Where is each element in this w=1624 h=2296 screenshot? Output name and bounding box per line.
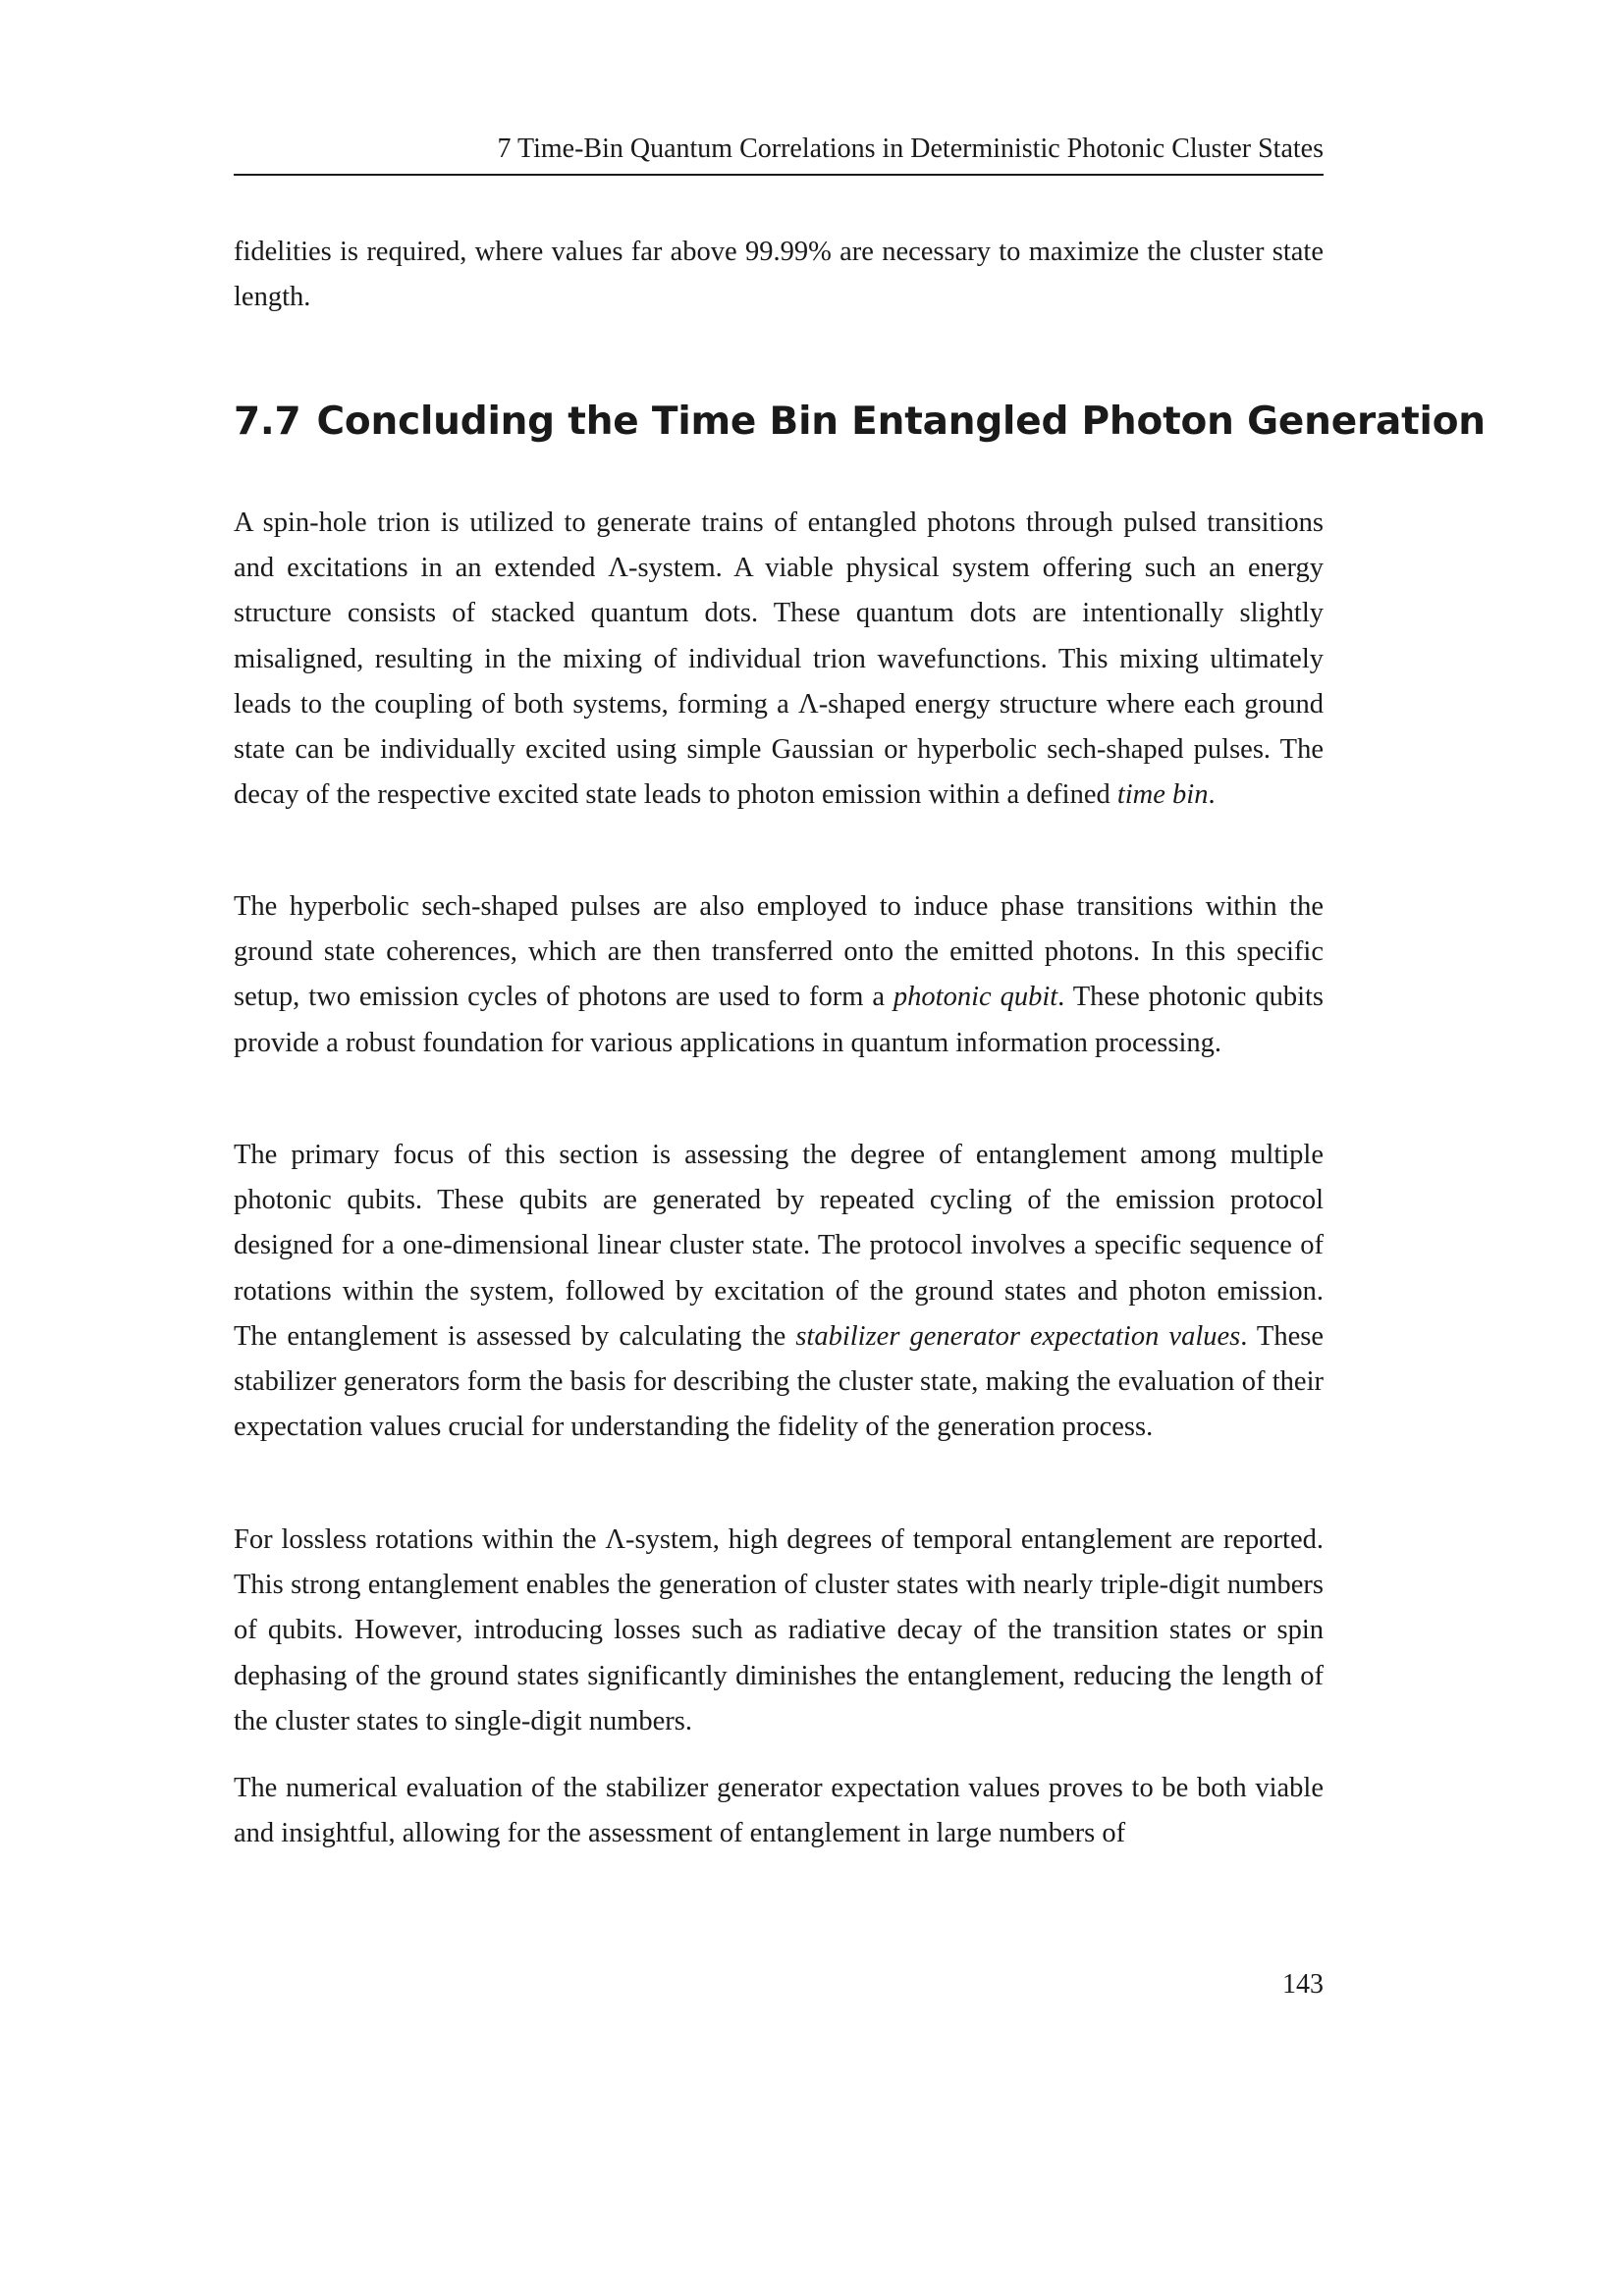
carry-over-paragraph xyxy=(234,230,1324,320)
paragraph-1 xyxy=(234,501,1324,818)
header-rule xyxy=(234,174,1324,176)
running-header: 7 Time-Bin Quantum Correlations in Deterministic Photonic Cluster States xyxy=(497,133,1324,164)
paragraph-text: The numerical evaluation of the stabilizer generator expectation values proves to be both viable and insightful, allowing for the assessment of entanglement in large numbers of xyxy=(234,1773,1324,1849)
paragraph-text xyxy=(234,501,1324,818)
emphasis-term: stabilizer generator expectation values xyxy=(795,1320,1241,1352)
paragraph-text-before: A spin-hole trion is utilized to generate trains of entangled photons through pulsed transitions and excitations in an extended Λ-system. A viable physical system offering such an energy structure consists of stacked quantum dots. These quantum dots are intentionally slightly misaligned, resulting in the mixing of individual trion wavefunctions. This mixing ultimately leads to the coupling of both systems, forming a Λ-shaped energy structure where each ground state can be individually excited using simple Gaussian or hyperbolic sech-shaped pulses. The decay of the respective excited state leads to photon emission within a defined xyxy=(234,507,1324,811)
paragraph-5 xyxy=(234,1766,1324,1856)
paragraph-text-after: . These stabilizer generators form the basis for describing the cluster state, making the evaluation of their expectation values crucial for understanding the fidelity of the generation process. xyxy=(234,1320,1324,1443)
paragraph-text-after: . These photonic qubits provide a robust foundation for various applications in quantum information processing. xyxy=(234,982,1324,1058)
paragraph-2 xyxy=(234,884,1324,1066)
paragraph-3 xyxy=(234,1133,1324,1450)
paragraph-text xyxy=(234,884,1324,1066)
paragraph-4 xyxy=(234,1518,1324,1744)
section-number: 7.7 xyxy=(234,400,301,444)
paragraph-text-after: . xyxy=(1208,779,1216,811)
paragraph-text-before: The primary focus of this section is assessing the degree of entanglement among multiple photonic qubits. These qubits are generated by repeated cycling of the emission protocol designed for a one-dimensional linear cluster state. The protocol involves a specific sequence of rotations within the system, followed by excitation of the ground states and photon emission. The entanglement is assessed by calculating the xyxy=(234,1140,1324,1352)
section-heading xyxy=(234,393,1486,452)
paragraph-text: For lossless rotations within the Λ-system, high degrees of temporal entanglement are reported. This strong entanglement enables the generation of cluster states with nearly triple-digit numbers of qubits. However, introducing losses such as radiative decay of the transition states or spin dephasing of the ground states significantly diminishes the entanglement, reducing the length of the cluster states to single-digit numbers. xyxy=(234,1524,1324,1736)
paragraph-text-before: The hyperbolic sech-shaped pulses are also employed to induce phase transitions within the ground state coherences, which are then transferred onto the emitted photons. In this specific setup, two emission cycles of photons are used to form a xyxy=(234,891,1324,1013)
emphasis-term: time bin xyxy=(1116,779,1209,811)
section-title: Concluding the Time Bin Entangled Photon Generation xyxy=(316,400,1486,444)
page-number: 143 xyxy=(1282,1969,1324,2000)
paragraph-text: fidelities is required, where values far above 99.99% are necessary to maximize the cluster state length. xyxy=(234,237,1324,313)
emphasis-term: photonic qubit xyxy=(893,982,1058,1013)
paragraph-text xyxy=(234,1133,1324,1450)
